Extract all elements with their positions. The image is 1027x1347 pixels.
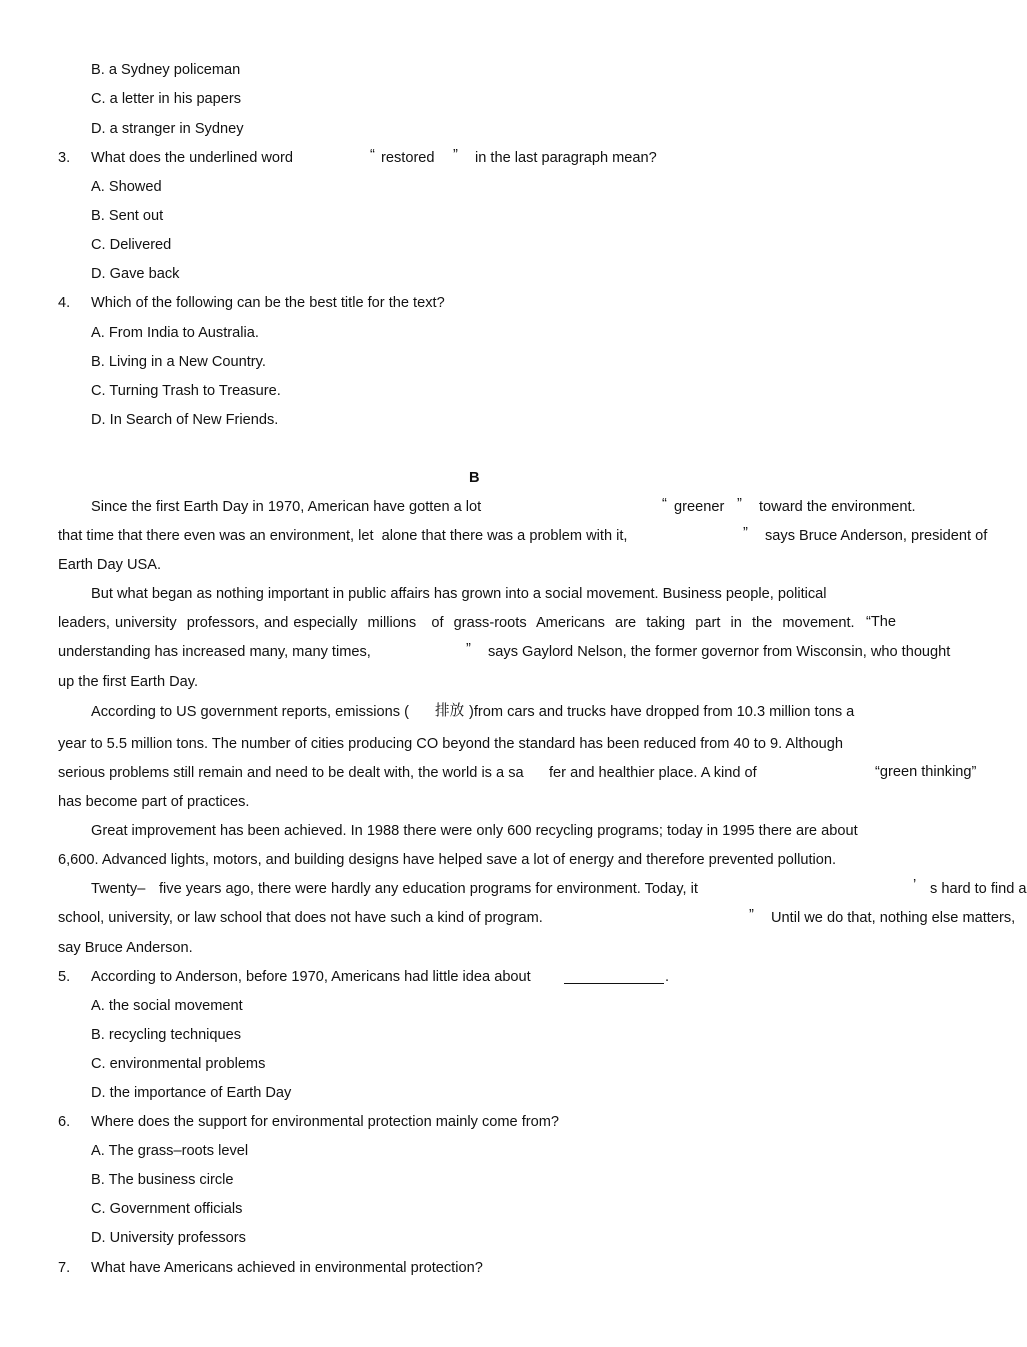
paragraph-text: understanding has increased many, many times, — [58, 644, 371, 660]
option-text: A. Showed — [91, 179, 162, 195]
question-number: 7. — [58, 1260, 71, 1276]
option-text: D. In Search of New Friends. — [91, 412, 279, 428]
question-text: Where does the support for environmental protection mainly come from? — [91, 1114, 560, 1130]
paragraph-text: serious problems still remain and need to be dealt with, the world is a sa — [58, 765, 524, 781]
paragraph-text: 6,600. Advanced lights, motors, and building designs have helped save a lot of energy and therefore prevented pollution. — [58, 852, 837, 868]
quote-mark: ” — [466, 641, 471, 657]
paragraph-text: school, university, or law school that does not have such a kind of program. — [58, 910, 543, 926]
question-text: What have Americans achieved in environmental protection? — [91, 1260, 483, 1276]
option-text: D. a stranger in Sydney — [91, 121, 244, 137]
option-text: D. the importance of Earth Day — [91, 1085, 292, 1101]
option-text: C. Delivered — [91, 237, 172, 253]
option-text: C. Government officials — [91, 1201, 243, 1217]
section-heading: B — [469, 470, 480, 486]
quote-mark: ” — [743, 525, 748, 541]
paragraph-text: says Bruce Anderson, president of — [765, 528, 988, 544]
option-text: C. Turning Trash to Treasure. — [91, 383, 281, 399]
paragraph-text: Since the first Earth Day in 1970, American have gotten a lot — [91, 499, 482, 515]
option-text: B. Sent out — [91, 208, 164, 224]
question-text: in the last paragraph mean? — [475, 150, 657, 166]
quote-mark: ” — [453, 147, 458, 163]
question-text: According to Anderson, before 1970, Americans had little idea about — [91, 969, 531, 985]
paragraph-text: “The — [866, 614, 897, 630]
question-text: . — [665, 969, 670, 985]
question-number: 5. — [58, 969, 71, 985]
option-text: B. Living in a New Country. — [91, 354, 266, 370]
quote-mark: ” — [737, 496, 742, 512]
paragraph-text: Great improvement has been achieved. In 1988 there were only 600 recycling programs; today in 1995 there are about — [91, 823, 858, 839]
paragraph-text: greener — [674, 499, 725, 515]
paragraph-text: say Bruce Anderson. — [58, 940, 193, 956]
option-text: A. The grass–roots level — [91, 1143, 249, 1159]
paragraph-text: that time that there even was an environment, let alone that there was a problem with it, — [58, 528, 628, 544]
paragraph-text: says Gaylord Nelson, the former governor from Wisconsin, who thought — [488, 644, 951, 660]
paragraph-text: year to 5.5 million tons. The number of cities producing CO beyond the standard has been reduced from 40 to 9. Although — [58, 736, 844, 752]
quote-mark: “ — [662, 496, 667, 512]
paragraph-text: Until we do that, nothing else matters, — [771, 910, 1016, 926]
paragraph-text: up the first Earth Day. — [58, 674, 199, 690]
chinese-gloss: 排放 — [435, 703, 465, 719]
question-text: Which of the following can be the best title for the text? — [91, 295, 445, 311]
option-text: B. a Sydney policeman — [91, 62, 241, 78]
paragraph-text: Earth Day USA. — [58, 557, 162, 573]
paragraph-text: According to US government reports, emissions ( — [91, 704, 409, 720]
paragraph-text: leaders, university professors, and especially millions of grass-roots Americans are taking part in the movement. — [58, 615, 855, 631]
option-text: B. The business circle — [91, 1172, 234, 1188]
question-number: 4. — [58, 295, 71, 311]
paragraph-text: five years ago, there were hardly any education programs for environment. Today, it — [159, 881, 698, 897]
quote-mark: ’ — [913, 877, 917, 893]
option-text: C. a letter in his papers — [91, 91, 242, 107]
paragraph-text: fer and healthier place. A kind of — [549, 765, 757, 781]
option-text: B. recycling techniques — [91, 1027, 242, 1043]
option-text: A. From India to Australia. — [91, 325, 259, 341]
paragraph-text: Twenty– — [91, 881, 146, 897]
option-text: C. environmental problems — [91, 1056, 266, 1072]
underlined-word: restored — [381, 150, 435, 166]
quote-mark: “ — [370, 147, 375, 163]
paragraph-text: )from cars and trucks have dropped from 10.3 million tons a — [469, 704, 855, 720]
quote-mark: ” — [749, 907, 754, 923]
paragraph-text: But what began as nothing important in public affairs has grown into a social movement. Business people, political — [91, 586, 827, 602]
paragraph-text: “green thinking” — [875, 764, 977, 780]
option-text: D. Gave back — [91, 266, 180, 282]
question-number: 3. — [58, 150, 71, 166]
paragraph-text: has become part of practices. — [58, 794, 250, 810]
question-text: What does the underlined word — [91, 150, 294, 166]
question-number: 6. — [58, 1114, 71, 1130]
answer-blank — [564, 982, 664, 984]
option-text: D. University professors — [91, 1230, 246, 1246]
paragraph-text: s hard to find a — [930, 881, 1027, 897]
paragraph-text: toward the environment. — [759, 499, 916, 515]
option-text: A. the social movement — [91, 998, 243, 1014]
